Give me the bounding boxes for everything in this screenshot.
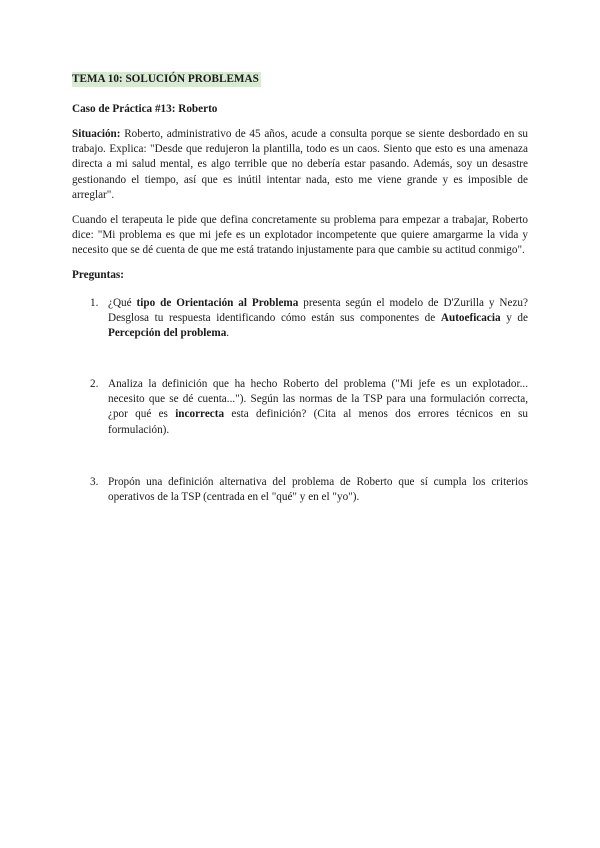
- question-item: [90, 296, 528, 342]
- question-text-part: ¿Qué: [108, 297, 137, 309]
- question-number: 2.: [90, 378, 99, 390]
- page-title: TEMA 10: SOLUCIÓN PROBLEMAS: [72, 73, 259, 85]
- case-title: Caso de Práctica #13: Roberto: [72, 103, 218, 115]
- question-text: [108, 377, 528, 438]
- situation-label: Situación:: [72, 128, 121, 140]
- situation-text: Roberto, administrativo de 45 años, acude a consulta porque se siente desbordado en su trabajo. Explica: "Desde que redujeron la plantilla, todo es un caos. Siento que esto es una amenaza directa a mi salud mental, es algo terrible que no debería estar pasando. Además, soy un desastre gestionando el tiempo, así que es inútil intentar nada, esto me viene grande y es imposible de arreglar".: [72, 128, 528, 201]
- question-item: [90, 377, 528, 438]
- question-bold-part: incorrecta: [175, 408, 225, 421]
- question-text-part: presenta según el modelo de D'Zurilla y Nezu? Desglosa tu respuesta identificando cómo están sus componentes de: [108, 297, 528, 325]
- question-number: 1.: [90, 297, 99, 309]
- question-text: [108, 475, 528, 505]
- question-text-part: esta definición? (Cita al menos dos errores técnicos en su formulación).: [108, 408, 529, 436]
- question-bold-part: Percepción del problema: [108, 327, 227, 340]
- question-number: 3.: [90, 476, 99, 488]
- question-text-part: Analiza la definición que ha hecho Roberto del problema ("Mi jefe es un explotador... necesito que se dé cuenta..."). Según las normas de la TSP para una formulación correcta, ¿por qué es: [108, 378, 528, 421]
- question-bold-part: Autoeficacia: [440, 312, 501, 325]
- question-text: [108, 296, 528, 342]
- questions-heading: Preguntas:: [72, 269, 124, 281]
- question-bold-part: tipo de Orientación al Problema: [136, 297, 299, 309]
- therapist-paragraph: Cuando el terapeuta le pide que defina concretamente su problema para empezar a trabajar, Roberto dice: "Mi problema es que mi jefe es un explotador incompetente que quiere amargarme la vida y necesito que se dé cuenta de que me está tratando injustamente para que cambie su actitud conmigo".: [72, 214, 528, 257]
- situation-paragraph: [72, 127, 528, 203]
- question-text-part: Propón una definición alternativa del problema de Roberto que sí cumpla los criterios operativos de la TSP (centrada en el "qué" y en el "yo").: [108, 476, 528, 504]
- question-text-part: .: [226, 327, 230, 340]
- question-item: [90, 475, 528, 505]
- question-text-part: y de: [500, 312, 528, 325]
